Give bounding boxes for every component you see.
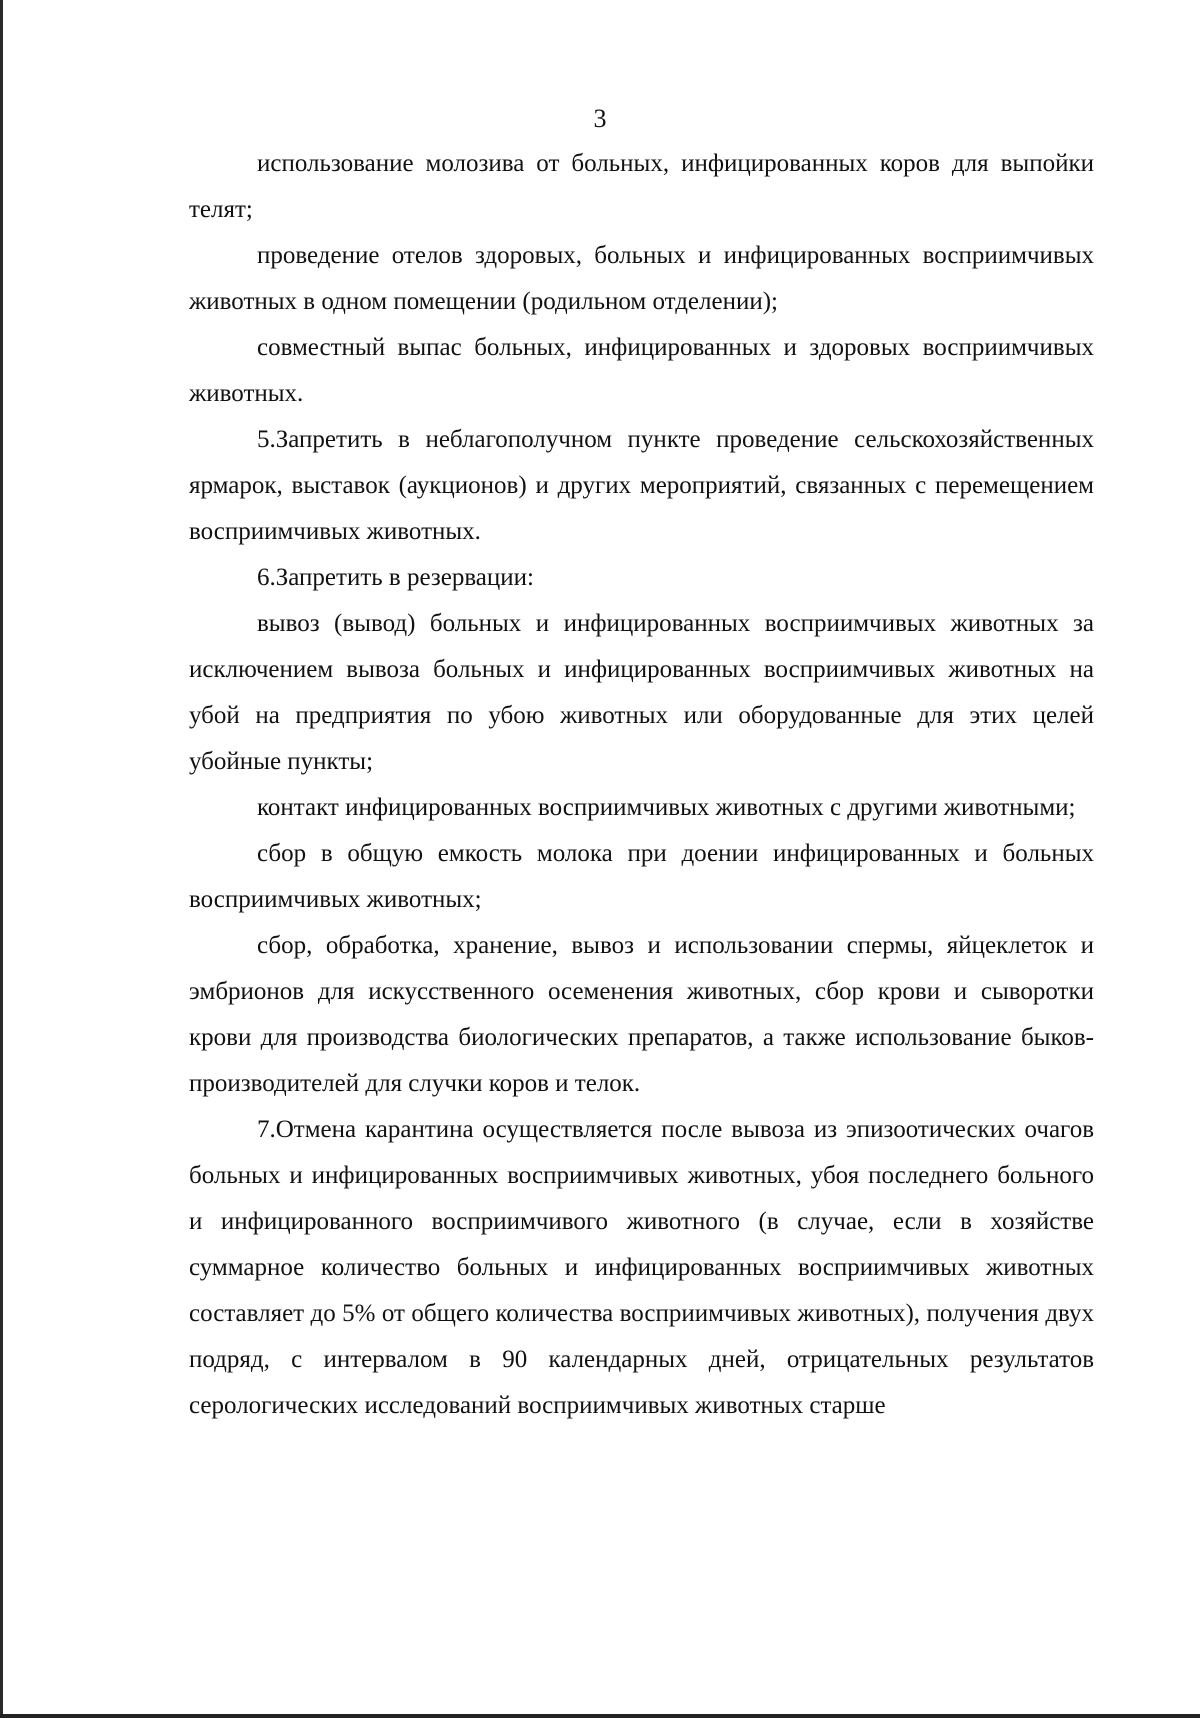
paragraph-item-5: 5.Запретить в неблагополучном пункте проведение сельскохозяйственных ярмарок, выставок (аукционов) и других мероприятий, связанных с перемещением восприимчивых животных.: [189, 426, 1094, 545]
paragraph-colostrum: использование молозива от больных, инфицированных коров для выпойки телят;: [189, 150, 1094, 223]
paragraph-export: вывоз (вывод) больных и инфицированных восприимчивых животных за исключением вывоза больных и инфицированных восприимчивых животных на убой на предприятия по убою животных или оборудованные для этих целей убойные пункты;: [189, 610, 1094, 775]
paragraph-calving: проведение отелов здоровых, больных и инфицированных восприимчивых животных в одном помещении (родильном отделении);: [189, 242, 1094, 315]
page-number: 3: [593, 104, 607, 133]
paragraph-item-6: 6.Запретить в резервации:: [257, 564, 534, 591]
scan-edge-bottom: [0, 1714, 1200, 1718]
paragraph-item-7: 7.Отмена карантина осуществляется после вывоза из эпизоотических очагов больных и инфицированных восприимчивых животных, убоя последнего больного и инфицированного восприимчивого животного (в случае, если в хозяйстве суммарное количество больных и инфицированных восприимчивых животных составляет до 5% от общего количества восприимчивых животных), получения двух подряд, с интервалом в 90 календарных дней, отрицательных результатов серологических исследований восприимчивых животных старше: [189, 1116, 1094, 1419]
paragraph-sperm: сбор, обработка, хранение, вывоз и использовании спермы, яйцеклеток и эмбрионов для искусственного осеменения животных, сбор крови и сыворотки крови для производства биологических препаратов, а также использование быков-производителей для случки коров и телок.: [189, 932, 1094, 1097]
paragraph-milk: сбор в общую емкость молока при доении инфицированных и больных восприимчивых животных;: [189, 840, 1094, 913]
document-body: [189, 141, 1094, 1429]
paragraph-contact: контакт инфицированных восприимчивых животных с другими животными;: [257, 794, 1076, 821]
paragraph-grazing: совместный выпас больных, инфицированных и здоровых восприимчивых животных.: [189, 334, 1094, 407]
scan-edge-left: [0, 0, 3, 1718]
